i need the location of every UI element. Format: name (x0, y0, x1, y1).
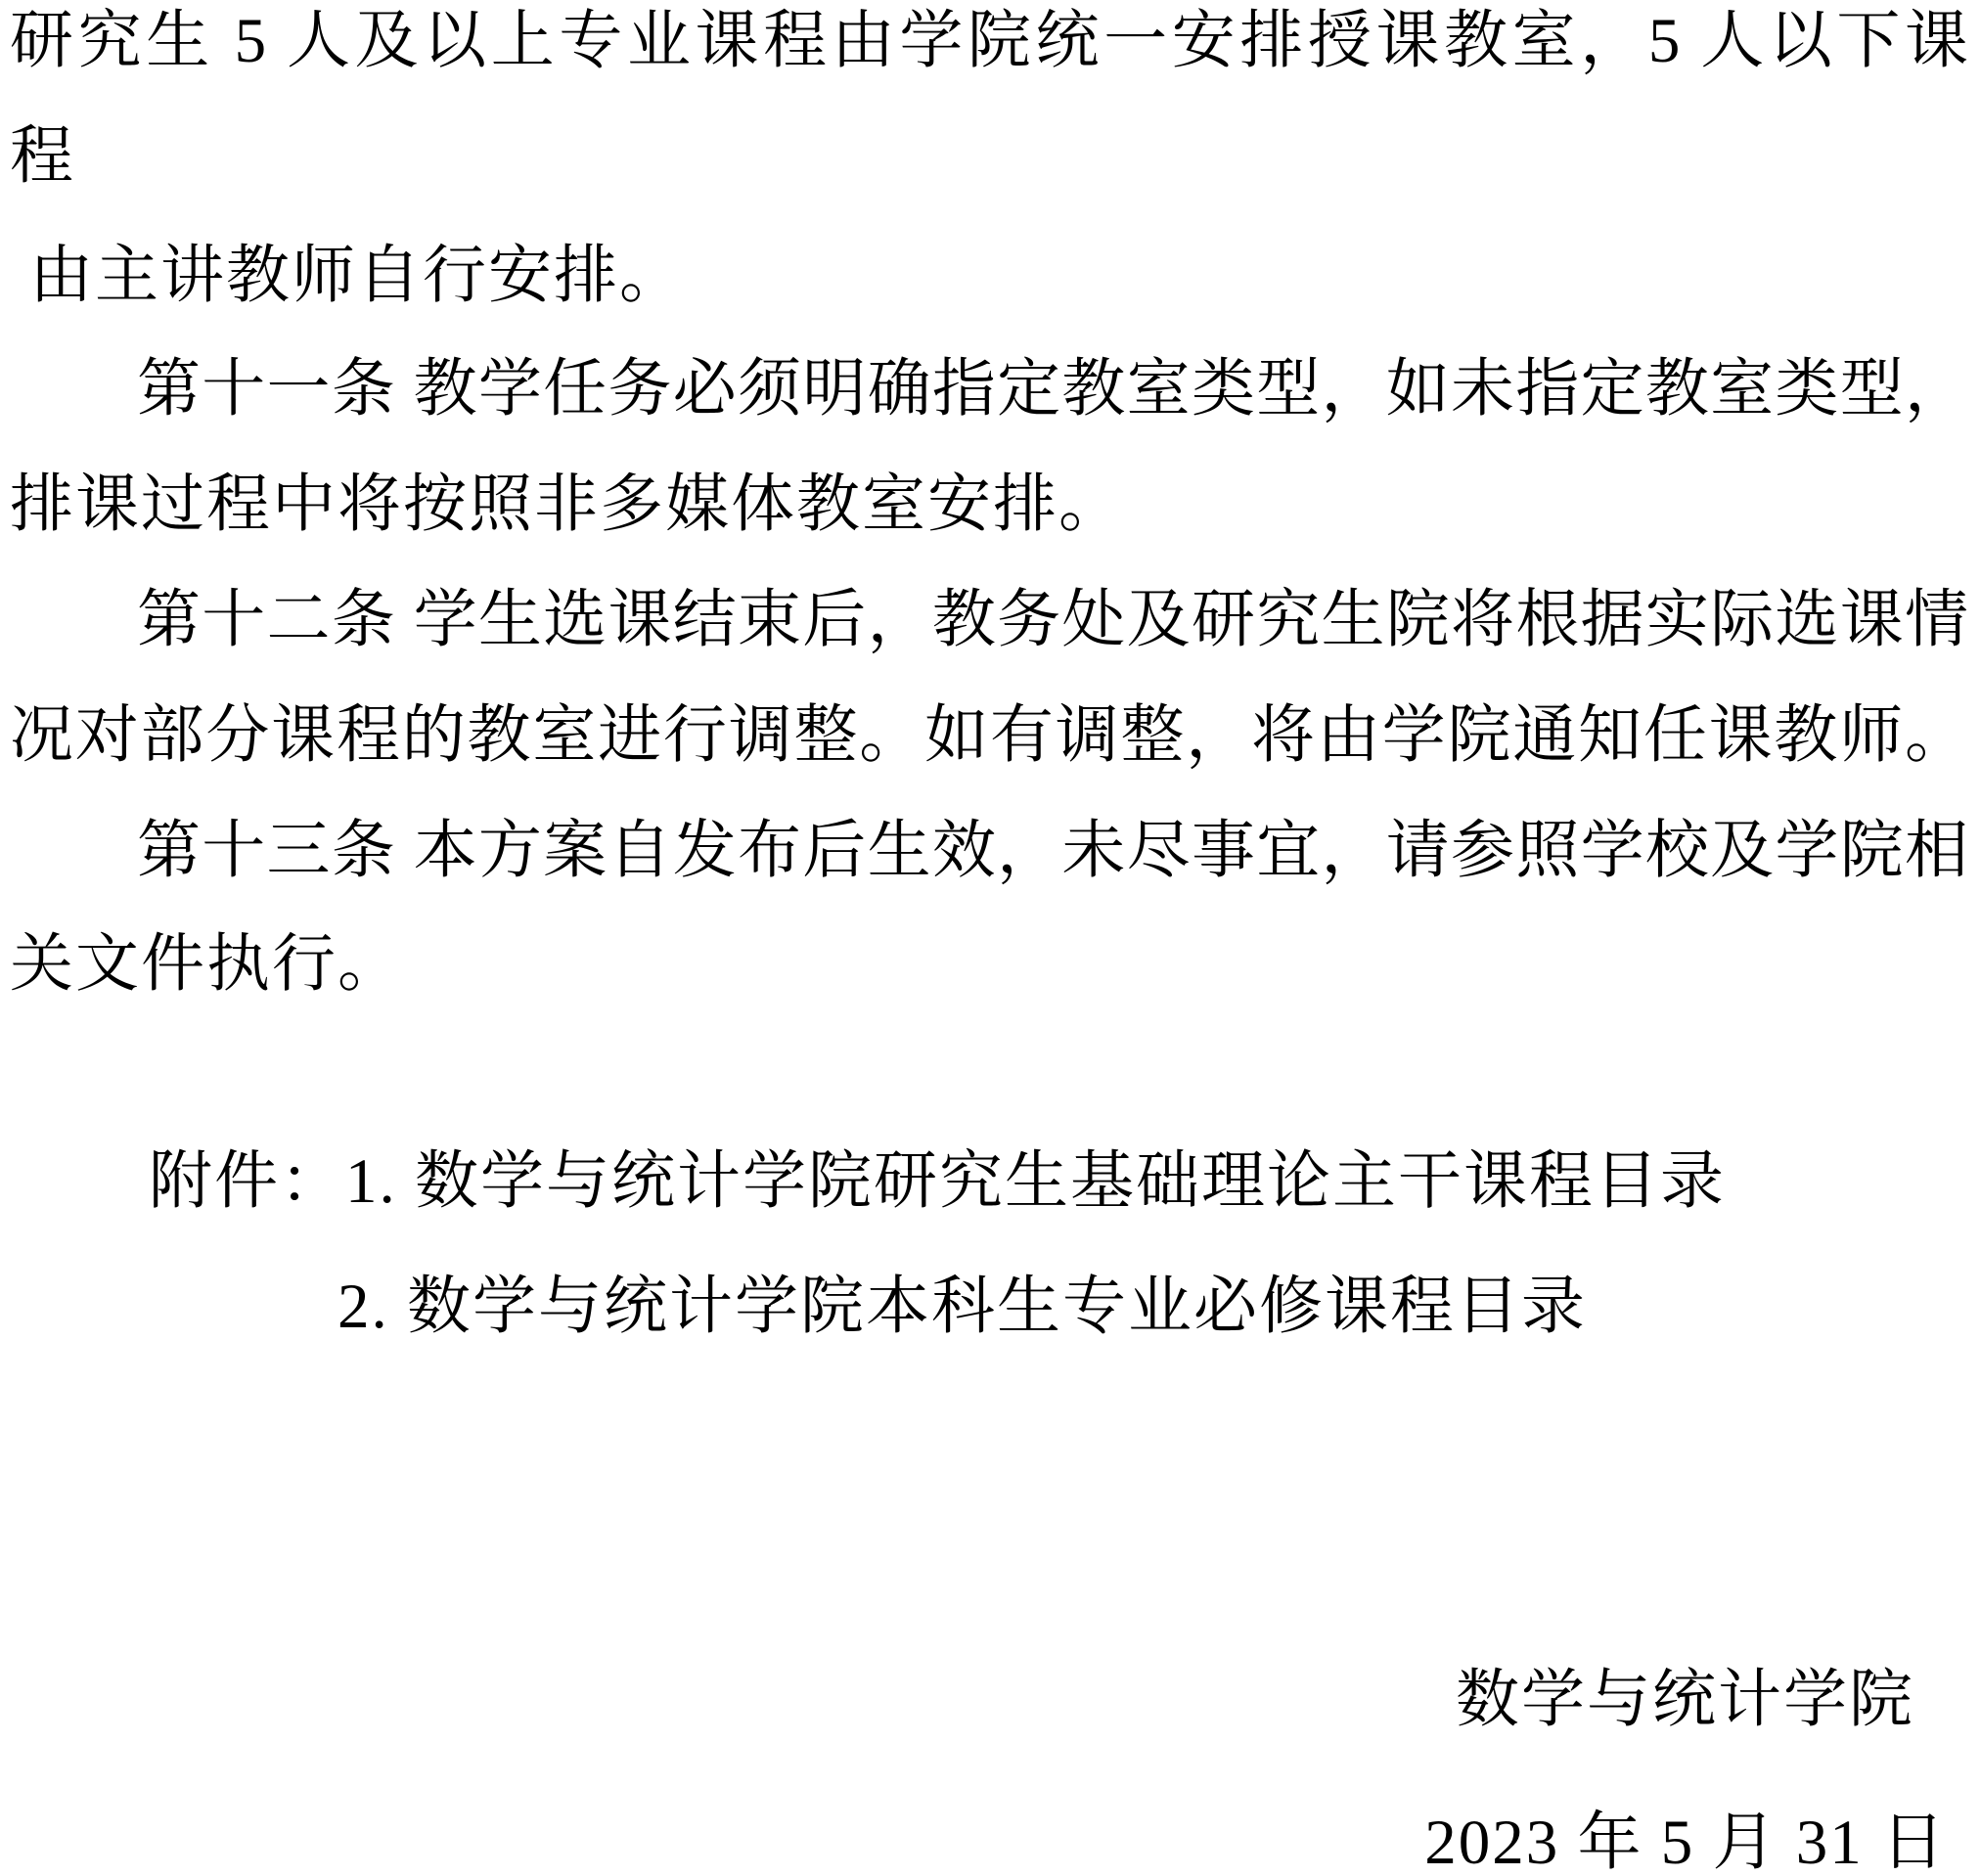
article-12-line-2: 况对部分课程的教室进行调整。如有调整，将由学院通知任课教师。 (10, 700, 1968, 771)
article-11-line-1: 第十一条 教学任务必须明确指定教室类型，如未指定教室类型， (137, 354, 1968, 424)
body-line-teacher-arrange: 由主讲教师自行安排。 (29, 241, 686, 311)
attachment-item-2: 2. 数学与统计学院本科生专业必修课程目录 (338, 1272, 1588, 1342)
article-13-line-2: 关文件执行。 (10, 929, 404, 1000)
article-13-line-1: 第十三条 本方案自发布后生效，未尽事宜，请参照学校及学院相 (137, 816, 1968, 886)
signature-date: 2023 年 5 月 31 日 (1424, 1808, 1947, 1876)
body-line-continued: 研究生 5 人及以上专业课程由学院统一安排授课教室，5 人以下课 (10, 6, 1968, 76)
attachment-item-1: 附件：1. 数学与统计学院研究生基础理论主干课程目录 (149, 1146, 1727, 1217)
body-line-overflow-char: 程 (10, 121, 76, 192)
article-11-line-2: 排课过程中将按照非多媒体教室安排。 (10, 469, 1125, 540)
article-12-line-1: 第十二条 学生选课结束后，教务处及研究生院将根据实际选课情 (137, 585, 1968, 655)
signature-unit: 数学与统计学院 (1455, 1665, 1914, 1735)
